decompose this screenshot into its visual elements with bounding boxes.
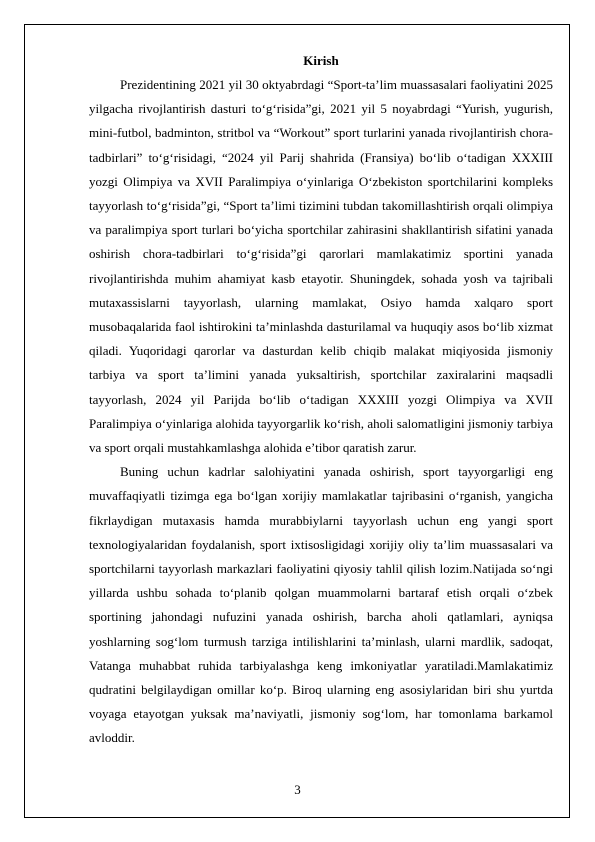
page-number: 3 [294, 782, 301, 797]
paragraph-1: Prezidentining 2021 yil 30 oktyabrdagi “Sport-ta’lim muassasalari faoliyatini 2025 yilgacha rivojlantirish dasturi to‘g‘risida”gi, 2021 yil 5 noyabrdagi “Yurish, yugurish, mini-futbol, badminton, stritbol va “Workout” sport turlarini yanada rivojlantirish chora-tadbirlari” to‘g‘risidagi, “2024 yil Parij shahrida (Fransiya) bo‘lib o‘tadigan XXXIII yozgi Olimpiya va XVII Paralimpiya o‘yinlariga O‘zbekiston sportchilarini kompleks tayyorlash to‘g‘risida”gi, “Sport ta’limi tizimini tubdan takomillashtirish orqali olimpiya va paralimpiya sport turlari bo‘yicha sportchilar zahirasini shakllantirish sifatini yanada oshirish chora-tadbirlari to‘g‘risida”gi qarorlari mamlakatimiz sportini yanada rivojlantirishda muhim ahamiyat kasb etayotir. Shuningdek, sohada yosh va tajribali mutaxassislarni tayyorlash, ularning mamlakat, Osiyo hamda xalqaro sport musobaqalarida faol ishtirokini ta’minlashda dasturilamal va huquqiy asos bo‘lib xizmat qiladi. Yuqoridagi qarorlar va dasturdan kelib chiqib malakat miqiyosida jismoniy tarbiya va sport ta’limini yanada yuksaltirish, sportchilar zaxiralarini maqsadli tayyorlash, 2024 yil Parijda bo‘lib o‘tadigan XXXIII yozgi Olimpiya va XVII Paralimpiya o‘yinlariga alohida tayyorgarlik ko‘rish, aholi salomatligini jismoniy tarbiya va sport orqali mustahkamlashga alohida e’tibor qaratish zarur. [89, 77, 553, 456]
section-title: Kirish [303, 53, 339, 68]
paragraph-2: Buning uchun kadrlar salohiyatini yanada oshirish, sport tayyorgarligi eng muvaffaqiyatli tizimga ega bo‘lgan xorijiy mamlakatlar tajribasini o‘rganish, yangicha fikrlaydigan mutaxasis hamda murabbiylarni tayyorlash uchun eng yangi sport texnologiyalaridan foydalanish, sport ixtisosligidagi xorijiy oliy ta’lim muassasalari va sportchilarni tayyorlash markazlari faoliyatini qiyosiy tahlil qilish lozim.Natijada so‘ngi yillarda ushbu sohada to‘planib qolgan muammolarni bartaraf etish orqali o‘zbek sportining jahondagi nufuzini yanada oshirish, barcha aholi qatlamlari, ayniqsa yoshlarning sog‘lom turmush tarziga intilishlarini ta’minlash, ularni mardlik, sadoqat, Vatanga muhabbat ruhida tarbiyalashga keng imkoniyatlar yaratiladi.Mamlakatimiz qudratini belgilaydigan omillar ko‘p. Biroq ularning eng asosiylaridan biri shu yurtda voyaga etayotgan yuksak ma’naviyatli, jismoniy sog‘lom, har tomonlama barkamol avloddir. [89, 464, 553, 746]
document-body [89, 49, 553, 751]
